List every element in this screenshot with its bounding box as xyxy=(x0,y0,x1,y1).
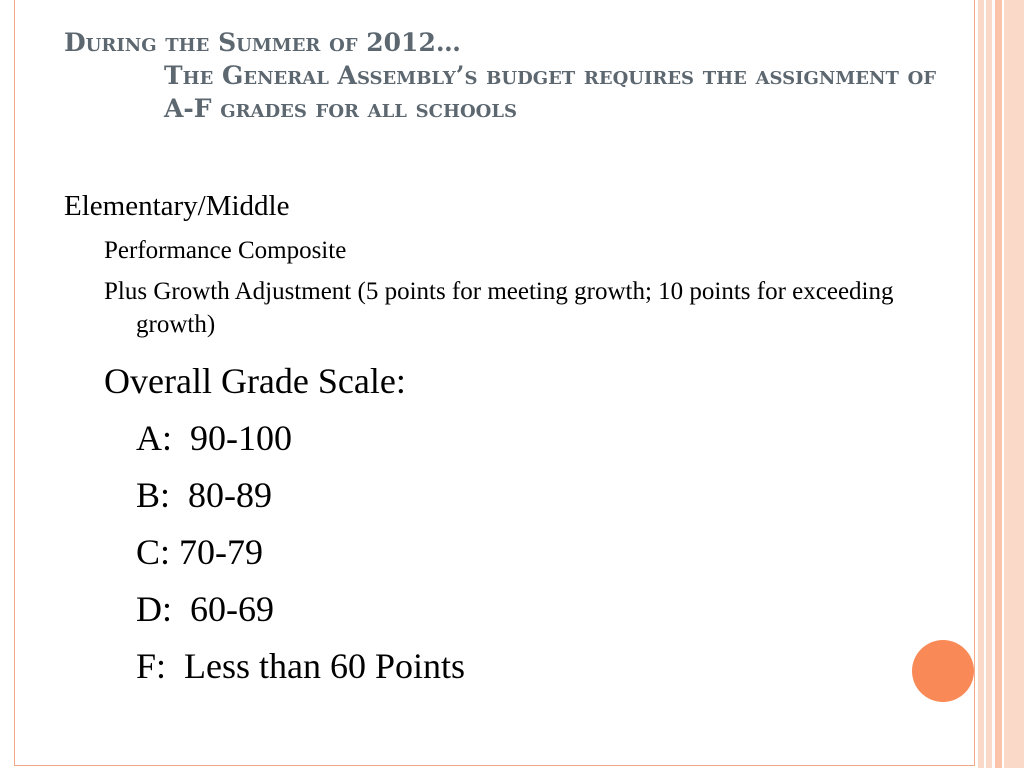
section-heading: Elementary/Middle xyxy=(64,190,290,222)
title-line-1: During the Summer of 2012… xyxy=(64,28,461,57)
bullet-item: Performance Composite xyxy=(104,237,347,264)
grade-item: B: 80-89 xyxy=(136,475,273,515)
title-line-2: The General Assembly’s budget requires the assignment of A-F grades for all schools xyxy=(164,61,937,123)
slide-body xyxy=(64,186,944,690)
decorative-stripe xyxy=(995,0,1002,768)
grade-item: A: 90-100 xyxy=(136,418,292,458)
grade-scale-heading: Overall Grade Scale: xyxy=(104,361,406,401)
bullet-item: Plus Growth Adjustment (5 points for meeting growth; 10 points for exceeding growth) xyxy=(104,278,894,338)
grade-item: D: 60-69 xyxy=(136,589,274,629)
slide-title xyxy=(64,26,944,125)
grade-item: C: 70-79 xyxy=(136,532,264,572)
decorative-stripe xyxy=(1004,0,1024,768)
grade-item: F: Less than 60 Points xyxy=(136,646,466,686)
